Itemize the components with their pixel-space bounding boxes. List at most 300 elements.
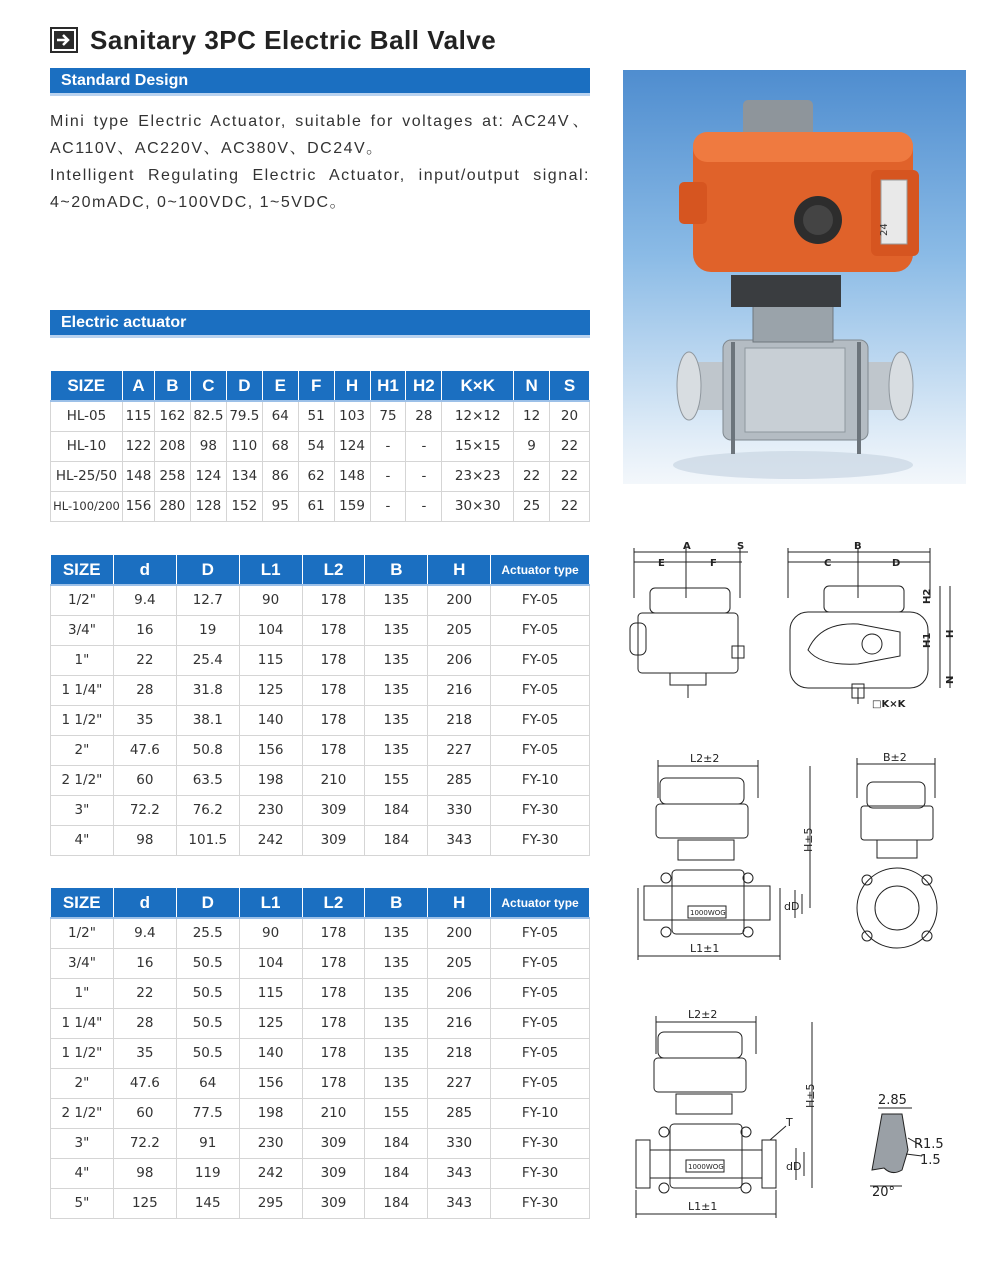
table-cell: 98 xyxy=(113,1158,176,1188)
table-cell: 82.5 xyxy=(190,401,226,431)
table-cell: 135 xyxy=(365,978,428,1008)
table-cell: 178 xyxy=(302,675,365,705)
table-row xyxy=(51,461,590,491)
column-header: C xyxy=(190,371,226,401)
table-cell: 35 xyxy=(113,705,176,735)
table-cell: 3/4" xyxy=(51,615,114,645)
section-standard-design: Standard Design xyxy=(50,68,590,96)
table-cell: 9 xyxy=(514,431,550,461)
table-header-row xyxy=(51,888,590,918)
table-row xyxy=(51,675,590,705)
table-cell: - xyxy=(370,491,406,521)
table-cell: 31.8 xyxy=(176,675,239,705)
table-row xyxy=(51,705,590,735)
table-cell: - xyxy=(370,461,406,491)
table-row xyxy=(51,825,590,855)
table-cell: 309 xyxy=(302,1128,365,1158)
table-cell: 343 xyxy=(428,825,491,855)
column-header: H xyxy=(428,555,491,585)
table-cell: 77.5 xyxy=(176,1098,239,1128)
table-cell: HL-25/50 xyxy=(51,461,123,491)
dim-label-B-tol: B±2 xyxy=(883,751,907,764)
table-cell: 119 xyxy=(176,1158,239,1188)
table-cell: 23×23 xyxy=(442,461,514,491)
dim-label-L2: L2±2 xyxy=(688,1008,718,1021)
column-header: H1 xyxy=(370,371,406,401)
column-header: L1 xyxy=(239,888,302,918)
table-cell: 285 xyxy=(428,1098,491,1128)
table-cell: 135 xyxy=(365,645,428,675)
description-voltage: Mini type Electric Actuator, suitable for voltages at: AC24V、AC110V、AC220V、AC380V、DC24V。 xyxy=(50,113,590,157)
profile-radius-label: R1.5 xyxy=(914,1137,944,1152)
table-cell: 4" xyxy=(51,1158,114,1188)
table-cell: 115 xyxy=(122,401,154,431)
table-cell: 54 xyxy=(298,431,334,461)
table-cell: 3" xyxy=(51,1128,114,1158)
table-cell: 9.4 xyxy=(113,918,176,948)
table-cell: 101.5 xyxy=(176,825,239,855)
table-cell: 230 xyxy=(239,1128,302,1158)
table-cell: 98 xyxy=(113,825,176,855)
column-header: E xyxy=(262,371,298,401)
column-header: H2 xyxy=(406,371,442,401)
table-cell: 60 xyxy=(113,765,176,795)
table-cell: FY-30 xyxy=(491,795,590,825)
table-cell: 184 xyxy=(365,825,428,855)
table-cell: FY-30 xyxy=(491,825,590,855)
table-cell: 135 xyxy=(365,705,428,735)
table-cell: 1 1/2" xyxy=(51,705,114,735)
table-cell: 178 xyxy=(302,735,365,765)
dim-label-L2: L2±2 xyxy=(690,752,720,765)
table-cell: 95 xyxy=(262,491,298,521)
table-cell: FY-10 xyxy=(491,765,590,795)
table-cell: 135 xyxy=(365,615,428,645)
table-cell: HL-05 xyxy=(51,401,123,431)
table-cell: 22 xyxy=(550,491,590,521)
table-cell: 50.5 xyxy=(176,948,239,978)
table-cell: FY-05 xyxy=(491,645,590,675)
table-cell: 72.2 xyxy=(113,1128,176,1158)
dim-label-dD: dD xyxy=(784,900,800,913)
table-cell: 98 xyxy=(190,431,226,461)
description xyxy=(50,108,590,216)
table-cell: 47.6 xyxy=(113,1068,176,1098)
table-cell: FY-05 xyxy=(491,1038,590,1068)
table-cell: 79.5 xyxy=(226,401,262,431)
table-cell: FY-05 xyxy=(491,735,590,765)
column-header: B xyxy=(365,888,428,918)
table-row xyxy=(51,585,590,615)
table-cell: 50.5 xyxy=(176,1038,239,1068)
table-cell: 152 xyxy=(226,491,262,521)
dim-label-L1: L1±1 xyxy=(690,942,720,955)
table-row xyxy=(51,645,590,675)
table-cell: 135 xyxy=(365,675,428,705)
table-cell: 205 xyxy=(428,948,491,978)
table-cell: 4" xyxy=(51,825,114,855)
column-header: d xyxy=(113,888,176,918)
table-cell: 155 xyxy=(365,1098,428,1128)
table-cell: 90 xyxy=(239,918,302,948)
table-cell: 178 xyxy=(302,1038,365,1068)
table-cell: 200 xyxy=(428,585,491,615)
table-cell: 115 xyxy=(239,645,302,675)
table-cell: FY-05 xyxy=(491,978,590,1008)
table-cell: 20 xyxy=(550,401,590,431)
table-cell: 110 xyxy=(226,431,262,461)
table-row xyxy=(51,918,590,948)
table-cell: 178 xyxy=(302,918,365,948)
table-cell: 86 xyxy=(262,461,298,491)
table-cell: 285 xyxy=(428,765,491,795)
table-cell: 12 xyxy=(514,401,550,431)
table-cell: 218 xyxy=(428,705,491,735)
table-cell: FY-30 xyxy=(491,1188,590,1218)
table-cell: 148 xyxy=(334,461,370,491)
table-cell: 51 xyxy=(298,401,334,431)
table-cell: 135 xyxy=(365,1038,428,1068)
column-header: SIZE xyxy=(51,888,114,918)
table-cell: 12.7 xyxy=(176,585,239,615)
table-cell: 216 xyxy=(428,675,491,705)
table-cell: 178 xyxy=(302,978,365,1008)
table-cell: 155 xyxy=(365,765,428,795)
table-cell: 216 xyxy=(428,1008,491,1038)
table-cell: 3" xyxy=(51,795,114,825)
dim-label-S: S xyxy=(737,541,745,552)
table-cell: 178 xyxy=(302,645,365,675)
table-cell: 125 xyxy=(113,1188,176,1218)
table-cell: 178 xyxy=(302,585,365,615)
table-cell: 16 xyxy=(113,615,176,645)
description-signal: Intelligent Regulating Electric Actuator, input/output signal: 4~20mADC, 0~100VDC, 1~5VDC。 xyxy=(50,167,590,211)
table-cell: - xyxy=(406,491,442,521)
dim-label-H2: H2 xyxy=(922,588,933,604)
dim-label-L1: L1±1 xyxy=(688,1200,718,1213)
column-header: D xyxy=(226,371,262,401)
table-cell: 135 xyxy=(365,948,428,978)
column-header: S xyxy=(550,371,590,401)
weld-end-valve-drawing xyxy=(630,748,825,963)
column-header: SIZE xyxy=(51,555,114,585)
table-cell: 184 xyxy=(365,1188,428,1218)
table-cell: 1 1/2" xyxy=(51,1038,114,1068)
actuator-front-drawing xyxy=(620,538,765,713)
clamp-profile-detail-drawing xyxy=(862,1090,950,1202)
body-marking: 1000WOG xyxy=(688,1163,724,1171)
table-cell: 227 xyxy=(428,1068,491,1098)
table-cell: 104 xyxy=(239,615,302,645)
table-cell: 178 xyxy=(302,1068,365,1098)
table-row xyxy=(51,431,590,461)
table-cell: 178 xyxy=(302,1008,365,1038)
table-cell: FY-05 xyxy=(491,705,590,735)
column-header: SIZE xyxy=(51,371,123,401)
table-cell: 2 1/2" xyxy=(51,1098,114,1128)
voltage-badge: 24 xyxy=(879,223,890,236)
table-cell: 115 xyxy=(239,978,302,1008)
table-cell: 28 xyxy=(113,1008,176,1038)
table-cell: 12×12 xyxy=(442,401,514,431)
table-row xyxy=(51,1188,590,1218)
table-cell: 140 xyxy=(239,705,302,735)
body-marking: 1000WOG xyxy=(690,909,726,917)
table-cell: 122 xyxy=(122,431,154,461)
dim-label-KxK: □K×K xyxy=(872,699,906,710)
table-cell: 230 xyxy=(239,795,302,825)
dim-label-H: H xyxy=(945,629,956,638)
table-cell: 156 xyxy=(239,735,302,765)
table-row xyxy=(51,1098,590,1128)
table-row xyxy=(51,1068,590,1098)
dim-label-C: C xyxy=(824,558,832,569)
table-cell: 156 xyxy=(239,1068,302,1098)
column-header: H xyxy=(428,888,491,918)
arrow-box-icon xyxy=(50,27,78,53)
table-cell: 1/2" xyxy=(51,918,114,948)
table-cell: 198 xyxy=(239,765,302,795)
profile-width-label: 2.85 xyxy=(878,1093,907,1108)
table-cell: 50.8 xyxy=(176,735,239,765)
table-cell: 206 xyxy=(428,978,491,1008)
table-cell: FY-30 xyxy=(491,1158,590,1188)
table-cell: 242 xyxy=(239,1158,302,1188)
table-cell: 258 xyxy=(154,461,190,491)
table-cell: 200 xyxy=(428,918,491,948)
column-header: N xyxy=(514,371,550,401)
table-cell: FY-05 xyxy=(491,675,590,705)
page-header xyxy=(50,24,496,56)
table-cell: 162 xyxy=(154,401,190,431)
table-cell: 128 xyxy=(190,491,226,521)
column-header: L1 xyxy=(239,555,302,585)
table-cell: 22 xyxy=(113,645,176,675)
table-cell: 63.5 xyxy=(176,765,239,795)
table-cell: 75 xyxy=(370,401,406,431)
column-header: D xyxy=(176,555,239,585)
dim-label-A: A xyxy=(683,541,691,552)
table-header-row xyxy=(51,555,590,585)
table-cell: 184 xyxy=(365,1158,428,1188)
table-row xyxy=(51,401,590,431)
dim-label-dD: dD xyxy=(786,1160,802,1173)
table-cell: 50.5 xyxy=(176,1008,239,1038)
table-cell: 125 xyxy=(239,1008,302,1038)
weld-end-dimension-table xyxy=(50,555,590,856)
column-header: L2 xyxy=(302,555,365,585)
table-cell: 1 1/4" xyxy=(51,1008,114,1038)
column-header: B xyxy=(365,555,428,585)
table-cell: 19 xyxy=(176,615,239,645)
profile-angle-label: 20° xyxy=(872,1185,896,1200)
table-cell: 64 xyxy=(176,1068,239,1098)
table-cell: 205 xyxy=(428,615,491,645)
column-header: d xyxy=(113,555,176,585)
table-cell: 309 xyxy=(302,825,365,855)
table-cell: 178 xyxy=(302,615,365,645)
table-cell: 210 xyxy=(302,1098,365,1128)
table-cell: 343 xyxy=(428,1188,491,1218)
table-cell: 103 xyxy=(334,401,370,431)
table-cell: 134 xyxy=(226,461,262,491)
table-cell: 135 xyxy=(365,735,428,765)
table-cell: 22 xyxy=(514,461,550,491)
column-header: Actuator type xyxy=(491,555,590,585)
section-electric-actuator: Electric actuator xyxy=(50,310,590,338)
table-cell: 159 xyxy=(334,491,370,521)
column-header: D xyxy=(176,888,239,918)
table-cell: 38.1 xyxy=(176,705,239,735)
table-cell: FY-10 xyxy=(491,1098,590,1128)
table-cell: 25 xyxy=(514,491,550,521)
table-cell: 145 xyxy=(176,1188,239,1218)
table-cell: 1" xyxy=(51,978,114,1008)
table-row xyxy=(51,1038,590,1068)
table-cell: 135 xyxy=(365,918,428,948)
table-cell: 178 xyxy=(302,948,365,978)
table-cell: HL-10 xyxy=(51,431,123,461)
table-cell: 309 xyxy=(302,1188,365,1218)
table-cell: FY-05 xyxy=(491,918,590,948)
table-cell: 1/2" xyxy=(51,585,114,615)
table-row xyxy=(51,765,590,795)
table-row xyxy=(51,735,590,765)
table-cell: 309 xyxy=(302,795,365,825)
table-cell: 90 xyxy=(239,585,302,615)
table-cell: 124 xyxy=(334,431,370,461)
table-cell: 30×30 xyxy=(442,491,514,521)
product-photo xyxy=(623,70,966,484)
table-cell: - xyxy=(370,431,406,461)
dim-label-F: F xyxy=(710,558,717,569)
table-cell: 91 xyxy=(176,1128,239,1158)
table-cell: 343 xyxy=(428,1158,491,1188)
table-cell: 25.5 xyxy=(176,918,239,948)
table-cell: 295 xyxy=(239,1188,302,1218)
table-row xyxy=(51,615,590,645)
column-header: H xyxy=(334,371,370,401)
dim-label-H1: H1 xyxy=(922,632,933,648)
table-cell: 178 xyxy=(302,705,365,735)
table-cell: 1" xyxy=(51,645,114,675)
table-cell: 25.4 xyxy=(176,645,239,675)
table-cell: 140 xyxy=(239,1038,302,1068)
table-cell: 206 xyxy=(428,645,491,675)
table-cell: 135 xyxy=(365,585,428,615)
dim-label-H-tol: H±5 xyxy=(804,1083,817,1108)
clamp-end-dimension-table xyxy=(50,888,590,1219)
table-row xyxy=(51,948,590,978)
table-cell: 68 xyxy=(262,431,298,461)
table-cell: 330 xyxy=(428,1128,491,1158)
table-cell: HL-100/200 xyxy=(51,491,123,521)
table-cell: 125 xyxy=(239,675,302,705)
table-cell: FY-30 xyxy=(491,1128,590,1158)
table-cell: 309 xyxy=(302,1158,365,1188)
table-cell: 2" xyxy=(51,1068,114,1098)
table-cell: 64 xyxy=(262,401,298,431)
dim-label-T: T xyxy=(786,1116,793,1129)
table-row xyxy=(51,1128,590,1158)
table-cell: 184 xyxy=(365,1128,428,1158)
table-cell: 124 xyxy=(190,461,226,491)
dim-label-N: N xyxy=(945,675,956,684)
table-cell: 28 xyxy=(406,401,442,431)
table-cell: 210 xyxy=(302,765,365,795)
table-cell: 16 xyxy=(113,948,176,978)
weld-end-side-drawing xyxy=(845,748,945,953)
table-cell: 1 1/4" xyxy=(51,675,114,705)
table-cell: 22 xyxy=(550,431,590,461)
column-header: Actuator type xyxy=(491,888,590,918)
table-cell: FY-05 xyxy=(491,615,590,645)
column-header: K×K xyxy=(442,371,514,401)
table-header-row xyxy=(51,371,590,401)
column-header: A xyxy=(122,371,154,401)
table-cell: 60 xyxy=(113,1098,176,1128)
table-cell: 148 xyxy=(122,461,154,491)
table-cell: 135 xyxy=(365,1008,428,1038)
dim-label-B: B xyxy=(854,541,862,552)
table-row xyxy=(51,1158,590,1188)
table-cell: 330 xyxy=(428,795,491,825)
table-cell: - xyxy=(406,431,442,461)
table-cell: - xyxy=(406,461,442,491)
column-header: L2 xyxy=(302,888,365,918)
table-cell: 9.4 xyxy=(113,585,176,615)
table-cell: 135 xyxy=(365,1068,428,1098)
table-cell: 242 xyxy=(239,825,302,855)
table-cell: FY-05 xyxy=(491,1068,590,1098)
table-row xyxy=(51,978,590,1008)
table-cell: 22 xyxy=(550,461,590,491)
dim-label-H-tol: H±5 xyxy=(802,827,815,852)
table-cell: 50.5 xyxy=(176,978,239,1008)
actuator-dimension-table xyxy=(50,371,590,522)
table-cell: 156 xyxy=(122,491,154,521)
actuator-side-drawing xyxy=(780,538,965,713)
table-row xyxy=(51,491,590,521)
table-cell: 76.2 xyxy=(176,795,239,825)
clamp-end-valve-drawing xyxy=(630,1004,825,1219)
table-cell: 15×15 xyxy=(442,431,514,461)
table-cell: 104 xyxy=(239,948,302,978)
table-cell: FY-05 xyxy=(491,948,590,978)
column-header: F xyxy=(298,371,334,401)
table-cell: 62 xyxy=(298,461,334,491)
table-cell: FY-05 xyxy=(491,585,590,615)
table-cell: 208 xyxy=(154,431,190,461)
table-row xyxy=(51,1008,590,1038)
table-cell: 218 xyxy=(428,1038,491,1068)
table-cell: 2 1/2" xyxy=(51,765,114,795)
table-cell: 72.2 xyxy=(113,795,176,825)
table-cell: 3/4" xyxy=(51,948,114,978)
table-row xyxy=(51,795,590,825)
table-cell: 184 xyxy=(365,795,428,825)
dim-label-D: D xyxy=(892,558,901,569)
table-cell: 280 xyxy=(154,491,190,521)
profile-depth-label: 1.5 xyxy=(920,1153,941,1168)
table-cell: 198 xyxy=(239,1098,302,1128)
table-cell: 61 xyxy=(298,491,334,521)
table-cell: FY-05 xyxy=(491,1008,590,1038)
table-cell: 22 xyxy=(113,978,176,1008)
table-cell: 227 xyxy=(428,735,491,765)
table-cell: 2" xyxy=(51,735,114,765)
page-title: Sanitary 3PC Electric Ball Valve xyxy=(90,24,497,55)
